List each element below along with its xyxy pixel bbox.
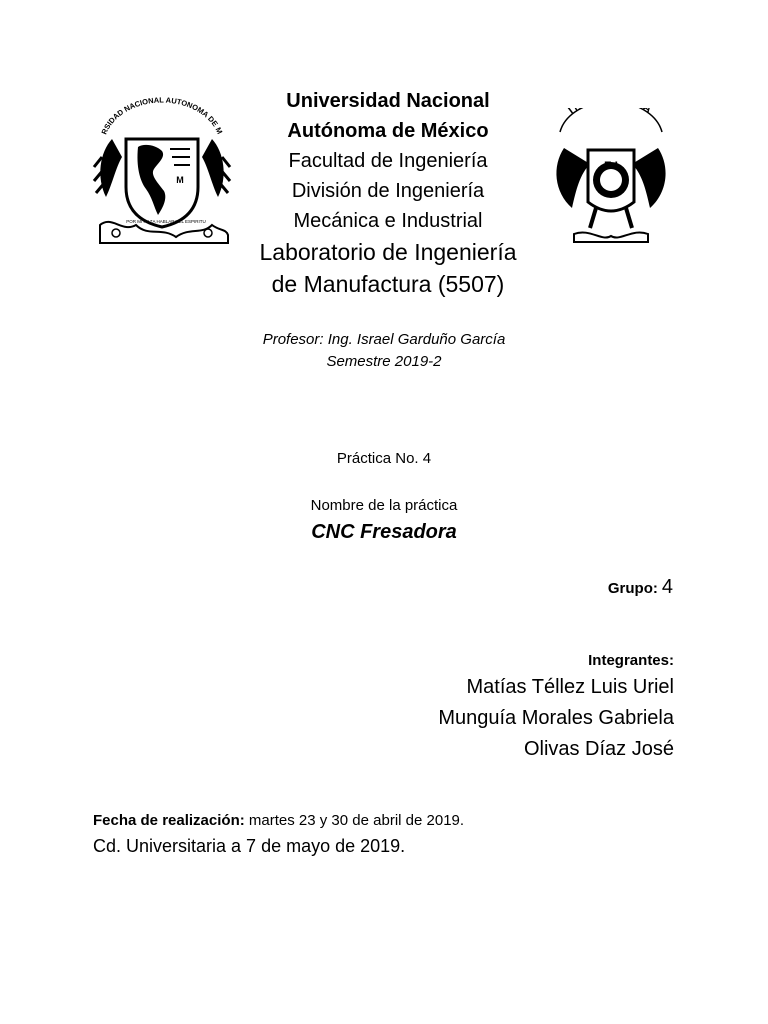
lab-name-line2: de Manufactura (5507) — [271, 271, 505, 297]
unam-seal-graphic — [92, 97, 232, 247]
university-name-line2: Autónoma de México — [287, 120, 489, 142]
date-line — [93, 810, 693, 832]
division-line2: Mecánica e Industrial — [293, 210, 483, 232]
fi-center-letters: F I — [604, 159, 618, 173]
practice-name-label: Nombre de la práctica — [310, 497, 458, 514]
practice-title: CNC Fresadora — [311, 521, 457, 543]
fi-seal-graphic — [550, 108, 672, 253]
professor-name: Profesor: Ing. Israel Garduño García — [262, 331, 506, 348]
fi-logo — [550, 108, 672, 253]
date-label: Fecha de realización: — [93, 812, 245, 829]
group-info — [608, 575, 673, 601]
group-label: Grupo: — [607, 580, 658, 597]
svg-text:M: M — [176, 175, 184, 185]
member-name: Matías Téllez Luis Uriel — [466, 676, 674, 698]
date-value: martes 23 y 30 de abril de 2019. — [248, 812, 465, 829]
course-info — [180, 329, 588, 373]
member-name: Olivas Díaz José — [523, 738, 674, 760]
place-date: Cd. Universitaria a 7 de mayo de 2019. — [93, 836, 406, 856]
unam-logo — [92, 97, 232, 247]
lab-name-line1: Laboratorio de Ingeniería — [259, 239, 517, 265]
members-block — [254, 650, 674, 765]
unam-motto: POR MI RAZA HABLARA EL ESPIRITU — [126, 219, 206, 224]
university-name-line1: Universidad Nacional — [286, 90, 490, 112]
faculty-name: Facultad de Ingeniería — [288, 150, 488, 172]
members-label: Integrantes: — [588, 652, 674, 669]
fi-ring-text: I A — [566, 108, 656, 117]
unam-ring-text: RSIDAD NACIONAL AUTONOMA DE M — [99, 97, 225, 136]
member-name: Munguía Morales Gabriela — [438, 707, 674, 729]
semester: Semestre 2019-2 — [326, 353, 442, 370]
group-value: 4 — [661, 576, 673, 598]
practice-number: Práctica No. 4 — [336, 450, 432, 467]
header-block — [218, 86, 558, 300]
division-line1: División de Ingeniería — [291, 180, 485, 202]
